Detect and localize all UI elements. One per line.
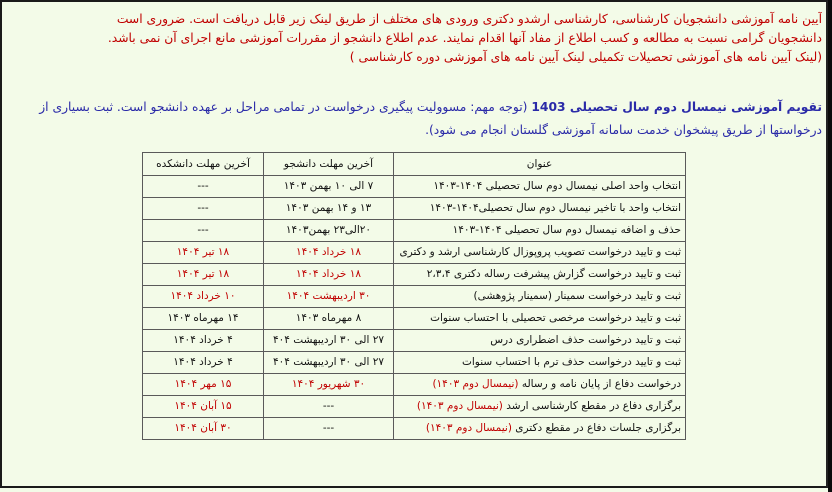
- academic-calendar-intro: [6, 96, 822, 142]
- calendar-note-line-2: درخواستها از طریق پیشخوان خدمت سامانه آموزشی گلستان انجام می شود).: [425, 123, 822, 137]
- table-row: [143, 352, 686, 374]
- table-row: [143, 396, 686, 418]
- row-student-deadline: ۲۰الی۲۳ بهمن۱۴۰۳: [264, 220, 394, 242]
- row-faculty-deadline: ۴ خرداد ۱۴۰۴: [143, 330, 264, 352]
- row-title: [394, 286, 686, 308]
- row-title: [394, 418, 686, 440]
- table-row: [143, 220, 686, 242]
- regulations-links[interactable]: (لینک آیین نامه های آموزشی تحصیلات تکمیلی لینک آیین نامه های آموزشی دوره کارشناسی ): [349, 50, 822, 64]
- row-student-deadline: ۷ الی ۱۰ بهمن ۱۴۰۳: [264, 176, 394, 198]
- row-faculty-deadline: ۱۵ مهر ۱۴۰۴: [143, 374, 264, 396]
- row-student-deadline: ۱۳ و ۱۴ بهمن ۱۴۰۳: [264, 198, 394, 220]
- row-title: [394, 352, 686, 374]
- notice-line-1: آیین نامه آموزشی دانشجویان کارشناسی، کارشناسی ارشدو دکتری ورودی های مختلف از طریق لینک زیر قابل دریافت است. ضروری است: [116, 12, 822, 26]
- table-row: [143, 374, 686, 396]
- row-student-deadline: ۲۷ الی ۳۰ اردیبهشت ۴۰۴: [264, 352, 394, 374]
- row-faculty-deadline: ۱۵ آبان ۱۴۰۴: [143, 396, 264, 418]
- row-title: [394, 220, 686, 242]
- regulations-notice: [6, 10, 822, 67]
- row-faculty-deadline: ۱۴ مهرماه ۱۴۰۳: [143, 308, 264, 330]
- row-student-deadline: ۱۸ خرداد ۱۴۰۴: [264, 242, 394, 264]
- row-title: [394, 396, 686, 418]
- calendar-title: تقویم آموزشی نیمسال دوم سال تحصیلی 1403: [531, 100, 822, 114]
- row-title: [394, 330, 686, 352]
- row-student-deadline: ---: [264, 396, 394, 418]
- table-row: [143, 242, 686, 264]
- row-title: [394, 242, 686, 264]
- row-title-text: ثبت و تایید درخواست سمینار (سمینار پژوهشی): [473, 290, 681, 302]
- table-row: [143, 308, 686, 330]
- row-faculty-deadline: ۱۸ تیر ۱۴۰۴: [143, 264, 264, 286]
- row-faculty-deadline: ---: [143, 220, 264, 242]
- row-student-deadline: ۸ مهرماه ۱۴۰۳: [264, 308, 394, 330]
- row-student-deadline: ۱۸ خرداد ۱۴۰۴: [264, 264, 394, 286]
- table-row: [143, 286, 686, 308]
- row-title-text: ثبت و تایید درخواست تصویب پروپوزال کارشناسی ارشد و دکتری: [399, 246, 681, 258]
- row-title-text: ثبت و تایید درخواست حذف ترم با احتساب سنوات: [461, 356, 681, 368]
- table-row: [143, 176, 686, 198]
- table-row: [143, 418, 686, 440]
- row-term-note: (نیمسال دوم ۱۴۰۳): [416, 400, 503, 412]
- row-faculty-deadline: ---: [143, 176, 264, 198]
- row-faculty-deadline: ۱۰ خرداد ۱۴۰۴: [143, 286, 264, 308]
- scrollbar-edge[interactable]: [828, 0, 832, 492]
- row-title-text: ثبت و تایید درخواست گزارش پیشرفت رساله دکتری ۲،۳،۴: [426, 268, 681, 280]
- header-faculty-deadline: آخرین مهلت دانشکده: [143, 153, 264, 176]
- row-title: [394, 198, 686, 220]
- row-term-note: (نیمسال دوم ۱۴۰۳): [432, 378, 519, 390]
- table-row: [143, 264, 686, 286]
- row-title-text: حذف و اضافه نیمسال دوم سال تحصیلی ۱۴۰۴-۱۴۰۳: [452, 224, 681, 236]
- row-title-text: ثبت و تایید درخواست مرخصی تحصیلی با احتساب سنوات: [430, 312, 681, 324]
- header-student-deadline: آخرین مهلت دانشجو: [264, 153, 394, 176]
- row-title-text: ثبت و تایید درخواست حذف اضطراری درس: [490, 334, 681, 346]
- row-title-text: برگزاری جلسات دفاع در مقطع دکتری: [511, 422, 681, 434]
- row-title: [394, 176, 686, 198]
- row-title-text: انتخاب واحد اصلی نیمسال دوم سال تحصیلی ۱۴۰۴-۱۴۰۳: [433, 180, 681, 192]
- row-faculty-deadline: ---: [143, 198, 264, 220]
- row-title-text: درخواست دفاع از پایان نامه و رساله: [518, 378, 681, 390]
- header-title: عنوان: [394, 153, 686, 176]
- calendar-note: (توجه مهم: مسوولیت پیگیری درخواست در تمامی مراحل بر عهده دانشجو است. ثبت بسیاری از: [39, 100, 532, 114]
- academic-calendar-table: [142, 152, 686, 440]
- row-faculty-deadline: ۱۸ تیر ۱۴۰۴: [143, 242, 264, 264]
- row-title-text: انتخاب واحد با تاخیر نیمسال دوم سال تحصیلی۱۴۰۴-۱۴۰۳: [429, 202, 681, 214]
- row-student-deadline: ---: [264, 418, 394, 440]
- table-row: [143, 198, 686, 220]
- row-title: [394, 374, 686, 396]
- row-term-note: (نیمسال دوم ۱۴۰۳): [425, 422, 512, 434]
- table-header-row: [143, 153, 686, 176]
- row-student-deadline: ۳۰ شهریور ۱۴۰۴: [264, 374, 394, 396]
- row-title-text: برگزاری دفاع در مقطع کارشناسی ارشد: [502, 400, 681, 412]
- row-student-deadline: ۲۷ الی ۳۰ اردیبهشت ۴۰۴: [264, 330, 394, 352]
- row-faculty-deadline: ۳۰ آبان ۱۴۰۴: [143, 418, 264, 440]
- table-row: [143, 330, 686, 352]
- notice-line-2: دانشجویان گرامی نسبت به مطالعه و کسب اطلاع از مفاد آنها اقدام نمایند. عدم اطلاع دانشجو از مقررات آموزشی مانع اجرای آن نمی باشد.: [107, 31, 822, 45]
- row-student-deadline: ۳۰ اردیبهشت ۱۴۰۴: [264, 286, 394, 308]
- row-faculty-deadline: ۴ خرداد ۱۴۰۴: [143, 352, 264, 374]
- row-title: [394, 264, 686, 286]
- row-title: [394, 308, 686, 330]
